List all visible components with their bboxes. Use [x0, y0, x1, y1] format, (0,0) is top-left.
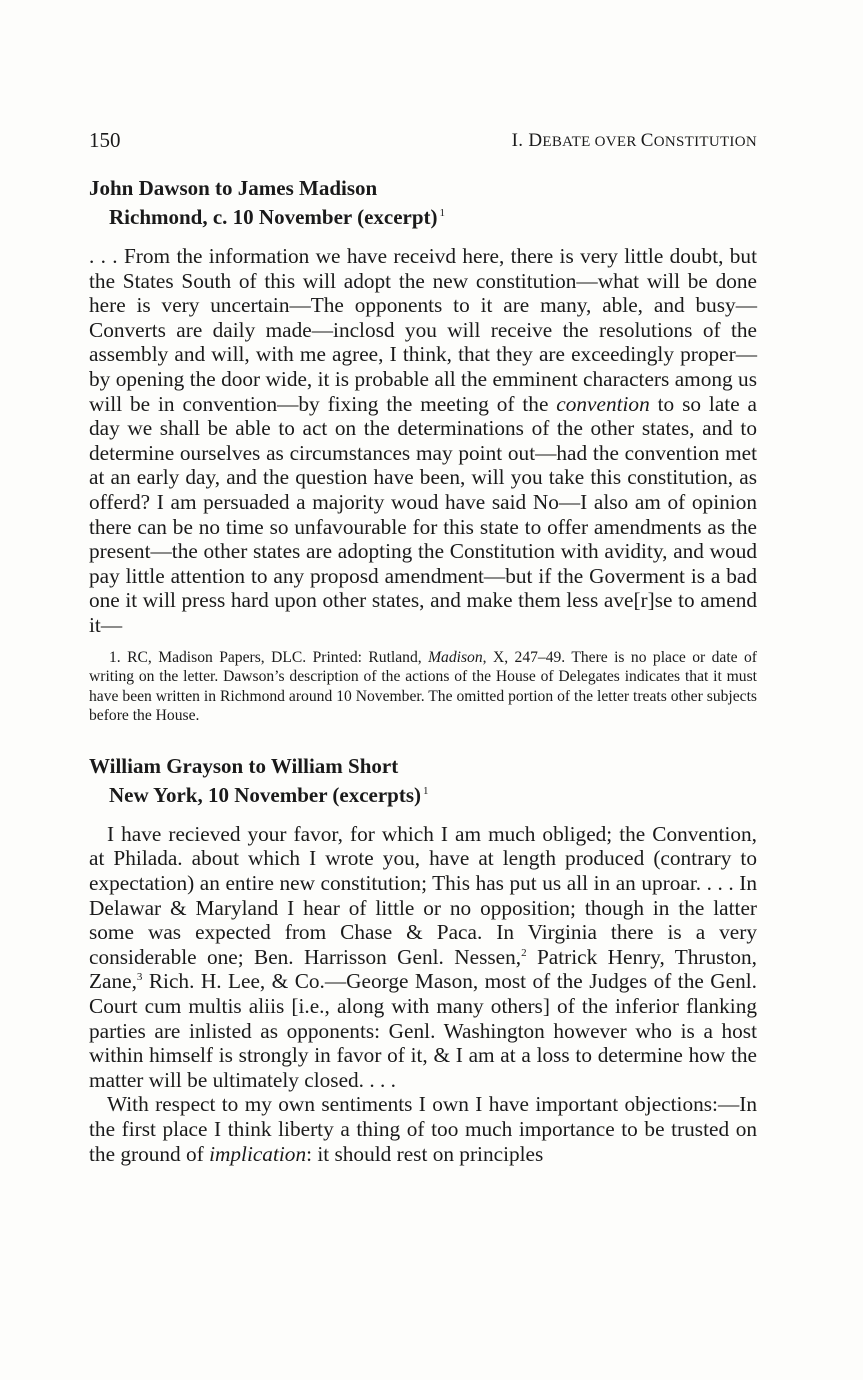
footnote-ref: 2 — [521, 946, 527, 959]
document-page — [89, 128, 757, 1166]
footnote-ref: 1 — [439, 207, 446, 219]
footnote-dawson: 1. RC, Madison Papers, DLC. Printed: Rutland, Madison, X, 247–49. There is no place or date of writing on the letter. Dawson’s description of the actions of the House of Delegates indicates that it must have been written in Richmond around 10 November. The omitted portion of the letter treats other subjects before the House. — [89, 648, 757, 725]
entry-heading-grayson — [89, 754, 757, 808]
section-title: I. DEBATE OVER CONSTITUTION — [511, 130, 757, 151]
footnote-ref: 3 — [136, 971, 143, 984]
letter-body-grayson-paragraph: I have recieved your favor, for which I am much obliged; the Convention, at Philada. about which I wrote you, have at length produced (contrary to expectation) an entire new constitution; This has put us all in an uproar. . . . In Delawar & Maryland I hear of little or no opposition; though in the latter some was expected from Chase & Paca. In Virginia there is a very considerable one; Ben. Harrisson Genl. Nessen,$^2$ Patrick Henry, Thruston, Zane,$^3$ Rich. H. Lee, & Co.—George Mason, most of the Judges of the Genl. Court cum multis aliis [i.e., along with many others] of the inferior flanking parties are inlisted as opponents: Genl. Washington however who is a host within himself is strongly in favor of it, & I am at a loss to determine how the matter will be ultimately closed. . . . — [89, 821, 757, 1092]
letter-body-grayson-paragraph: With respect to my own sentiments I own I have important objections:—In the first place I think liberty a thing of too much importance to be trusted on the ground of implication: it should rest on principles — [89, 1092, 757, 1166]
entry-place-date: New York, 10 November (excerpts) $^1$ — [109, 782, 429, 807]
running-head — [89, 128, 757, 158]
entry-title: John Dawson to James Madison — [89, 176, 378, 200]
entry-place-date: Richmond, c. 10 November (excerpt) $^1$ — [109, 205, 446, 229]
section-numeral: I. — [511, 130, 529, 151]
entry-heading-dawson — [89, 176, 757, 230]
entry-title: William Grayson to William Short — [89, 753, 399, 778]
letter-body-dawson: . . . From the information we have receivd here, there is very little doubt, but the States South of this will adopt the new constitution—what will be done here is very uncertain—The opponents to it are many, able, and busy—Converts are daily made—inclosd you will receive the resolutions of the assembly and will, with me agree, I think, that they are exceedingly proper—by opening the door wide, it is probable all the emminent characters among us will be in convention—by fixing the meeting of the convention to so late a day we shall be able to act on the determinations of the other states, and to determine ourselves as circumstances may point out—had the convention met at an early day, and the question have been, will you take this constitution, as offerd? I am persuaded a majority woud have said No—I also am of opinion there can be no time so unfavourable for this state to offer amendments as the present—the other states are adopting the Constitution with avidity, and woud pay little attention to any proposd amendment—but if the Goverment is a bad one it will press hard upon other states, and make them less ave[r]se to amend it— — [89, 244, 757, 637]
footnote-ref: 1 — [423, 784, 429, 797]
page-number: 150 — [89, 128, 121, 152]
